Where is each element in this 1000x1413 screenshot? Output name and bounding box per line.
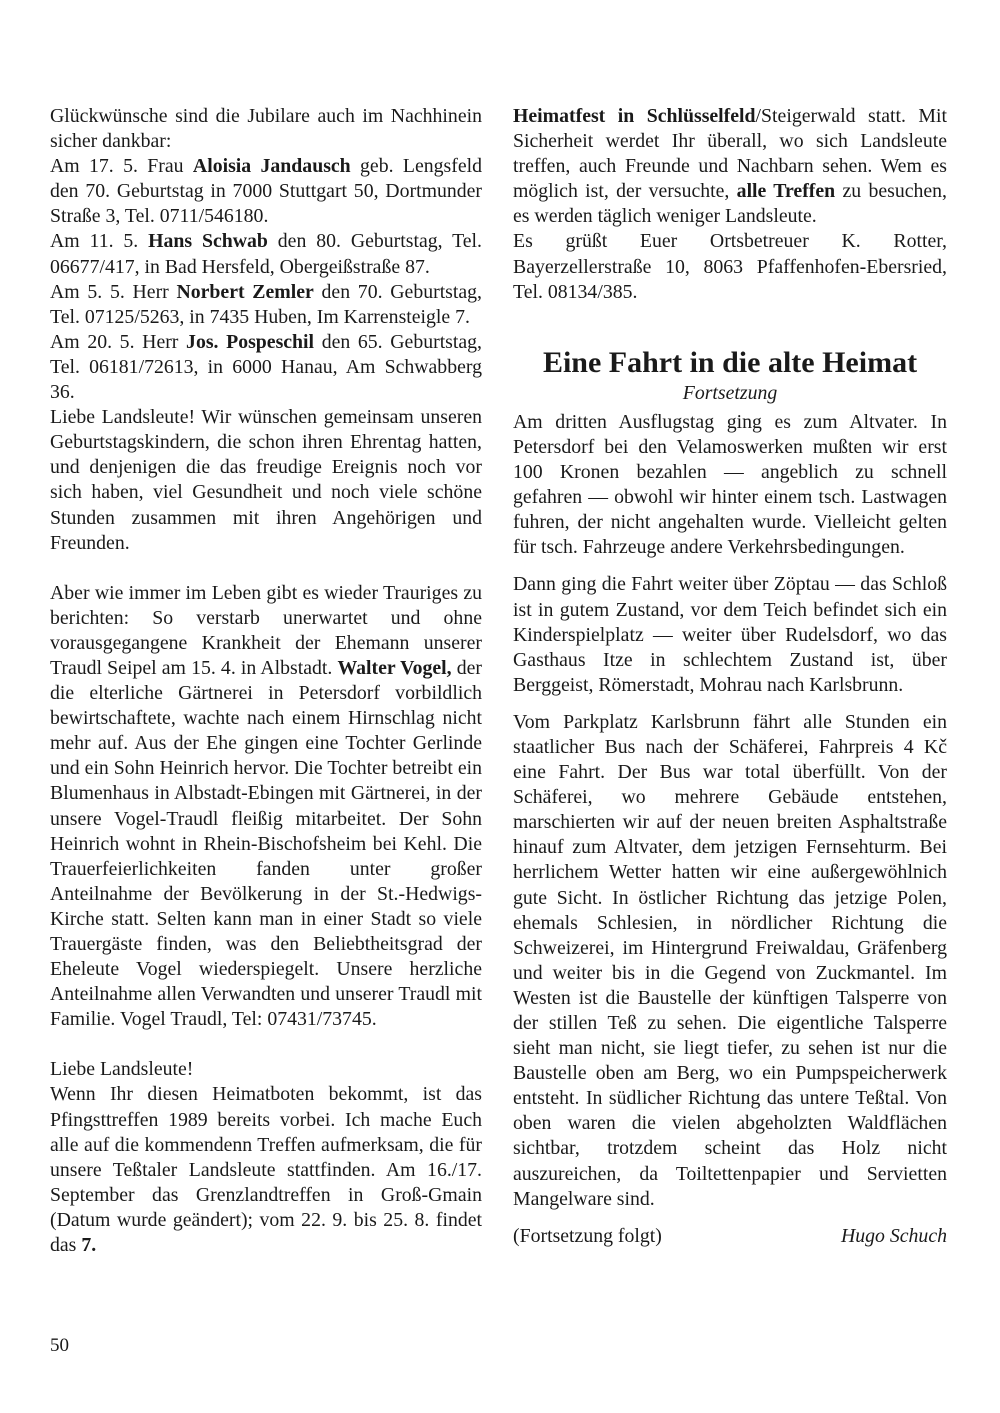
continued-note: (Fortsetzung folgt) bbox=[513, 1224, 662, 1247]
birthday-entry: Am 20. 5. Herr Jos. Pospeschil den 65. Geburtstag, Tel. 06181/72613, in 6000 Hanau, Am Schwabberg 36. bbox=[50, 330, 482, 404]
birthday-name: Jos. Pospeschil bbox=[186, 330, 315, 353]
birthday-name: Aloisia Jandausch bbox=[192, 155, 351, 178]
birthday-entry: Am 17. 5. Frau Aloisia Jandausch geb. Lengsfeld den 70. Geburtstag in 7000 Stuttgart 50, Dortmunder Straße 3, Tel. 0711/546180. bbox=[50, 155, 482, 228]
article-subheading: Fortsetzung bbox=[682, 381, 778, 404]
greeting: Liebe Landsleute! bbox=[50, 1058, 194, 1081]
page-number: 50 bbox=[50, 1335, 69, 1356]
article-heading: Eine Fahrt in die alte Heimat bbox=[542, 345, 918, 379]
left-column bbox=[50, 104, 482, 1258]
deceased-name: Walter Vogel, bbox=[337, 656, 452, 679]
birthday-name: Norbert Zemler bbox=[176, 280, 314, 303]
meetings-paragraph: Wenn Ihr diesen Heimatboten bekommt, ist das Pfingsttreffen 1989 bereits vorbei. Ich mache Euch alle auf die kommendenn Treffen aufmerksam, die für unsere Teßtaler Landsleute stattfinden. Am 16./17. September das Grenzlandtreffen in Groß-Gmain (Datum wurde geändert); vom 22. 9. bis 25. 8. findet das 7. bbox=[50, 1083, 482, 1257]
birthday-name: Hans Schwab bbox=[148, 230, 268, 253]
right-column bbox=[513, 104, 947, 1249]
author-name: Hugo Schuch bbox=[840, 1224, 947, 1247]
birthday-entry: Am 11. 5. Hans Schwab den 80. Geburtstag, Tel. 06677/417, in Bad Hersfeld, Obergeißstraße 87. bbox=[50, 230, 482, 278]
birthday-wishes: Liebe Landsleute! Wir wünschen gemeinsam unseren Geburtstagskindern, die schon ihren Ehrentag hatten, und denjenigen die das freudige Ereignis noch vor sich haben, viel Gesundheit und noch viele schöne Stunden zusammen mit ihren Angehörigen und Freunden. bbox=[50, 406, 482, 554]
birthday-entry: Am 5. 5. Herr Norbert Zemler den 70. Geburtstag, Tel. 07125/5263, in 7435 Huben, Im Karrensteigle 7. bbox=[50, 280, 482, 328]
article-paragraph: Vom Parkplatz Karlsbrunn fährt alle Stunden ein staatlicher Bus nach der Schäferei, Fahrpreis 4 Kč eine Fahrt. Der Bus war total überfüllt. Von der Schäferei, wo mehrere Gebäude entstehen, marschierten wir auf der neuen breiten Asphaltstraße hinauf zum Altvater, dem jetzigen Fernsehturm. Bei herrlichem Wetter hatten wir eine außergewöhlnich gute Sicht. In östlicher Richtung das jetzige Polen, ehemals Schlesien, in nördlicher Richtung die Schweizerei, im Hintergrund Freiwaldau, Gräfenberg und weiter bis in die Gegend von Zuckmantel. Im Westen ist die Baustelle der künftigen Talsperre von der stillen Teß zu sehen. Die eigentliche Talsperre sieht man nicht, sie liegt tiefer, zu sehen ist nur die Baustelle oben am Berg, wo ein Pumpspeicherwerk entsteht. In südlicher Richtung das untere Teßtal. Von oben waren die vielen abgeholzten Waldflächen sichtbar, trotzdem scheint das Holz nicht auszureichen, da Toiltettenpapier und Servietten Mangelware sind. bbox=[513, 710, 947, 1210]
obituary-paragraph: Aber wie immer im Leben gibt es wieder Trauriges zu berichten: So verstarb unerwartet und ohne vorausgegangene Krankheit der Ehemann unserer Traudl Seipel am 15. 4. in Albstadt. Walter Vogel, der die elterliche Gärtnerei in Petersdorf vorbildlich bewirtschaftete, wachte nach einem Hirnschlag nicht mehr auf. Aus der Ehe gingen eine Tochter Gerlinde und ein Sohn Heinrich hervor. Die Tochter betreibt ein Blumenhaus in Albstadt-Ebingen mit Gärtnerei, in der unsere Vogel-Traudl fleißig mitarbeitet. Der Sohn Heinrich wohnt in Rhein-Bischofsheim bei Kehl. Die Trauerfeierlichkeiten fanden unter großer Anteilnahme der Bevölkerung in der St.-Hedwigs-Kirche statt. Selten kann man in einer Stadt so viele Trauergäste finden, was den Beliebtheitsgrad der Eheleute Vogel wiederspiegelt. Unsere herzliche Anteilnahme allen Verwandten und unserer Traudl mit Familie. Vogel Traudl, Tel: 07431/73745. bbox=[50, 581, 482, 1031]
signature-paragraph: Es grüßt Euer Ortsbetreuer K. Rotter, Bayerzellerstraße 10, 8063 Pfaffenhofen-Ebersried, Tel. 08134/385. bbox=[513, 230, 947, 303]
birthday-intro: Glückwünsche sind die Jubilare auch im Nachhinein sicher dankbar: bbox=[50, 105, 482, 153]
article-paragraph: Am dritten Ausflugstag ging es zum Altvater. In Petersdorf bei den Velamoswerken mußten wir erst 100 Kronen bezahlen — angeblich zu schnell gefahren — obwohl wir hinter einem tsch. Lastwagen fuhren, der nicht angehalten wurde. Vielleicht gelten für tsch. Fahrzeuge andere Verkehrsbedingungen. bbox=[513, 410, 947, 559]
article-footer bbox=[513, 1224, 947, 1249]
meetings-continued: Heimatfest in Schlüsselfeld/Steigerwald statt. Mit Sicherheit werdet Ihr überall, wo sich Landsleute treffen, auch Freunde und Nachbarn sehen. Wem es möglich ist, der versuchte, alle Treffen zu besuchen, es werden täglich weniger Landsleute. bbox=[513, 105, 947, 228]
article-paragraph: Dann ging die Fahrt weiter über Zöptau — das Schloß ist in gutem Zustand, vor dem Teich befindet sich ein Kinderspielplatz — weiter über Rudelsdorf, wo das Gasthaus Itze in schlechtem Zustand ist, über Berggeist, Römerstadt, Mohrau nach Karlsbrunn. bbox=[513, 573, 947, 696]
